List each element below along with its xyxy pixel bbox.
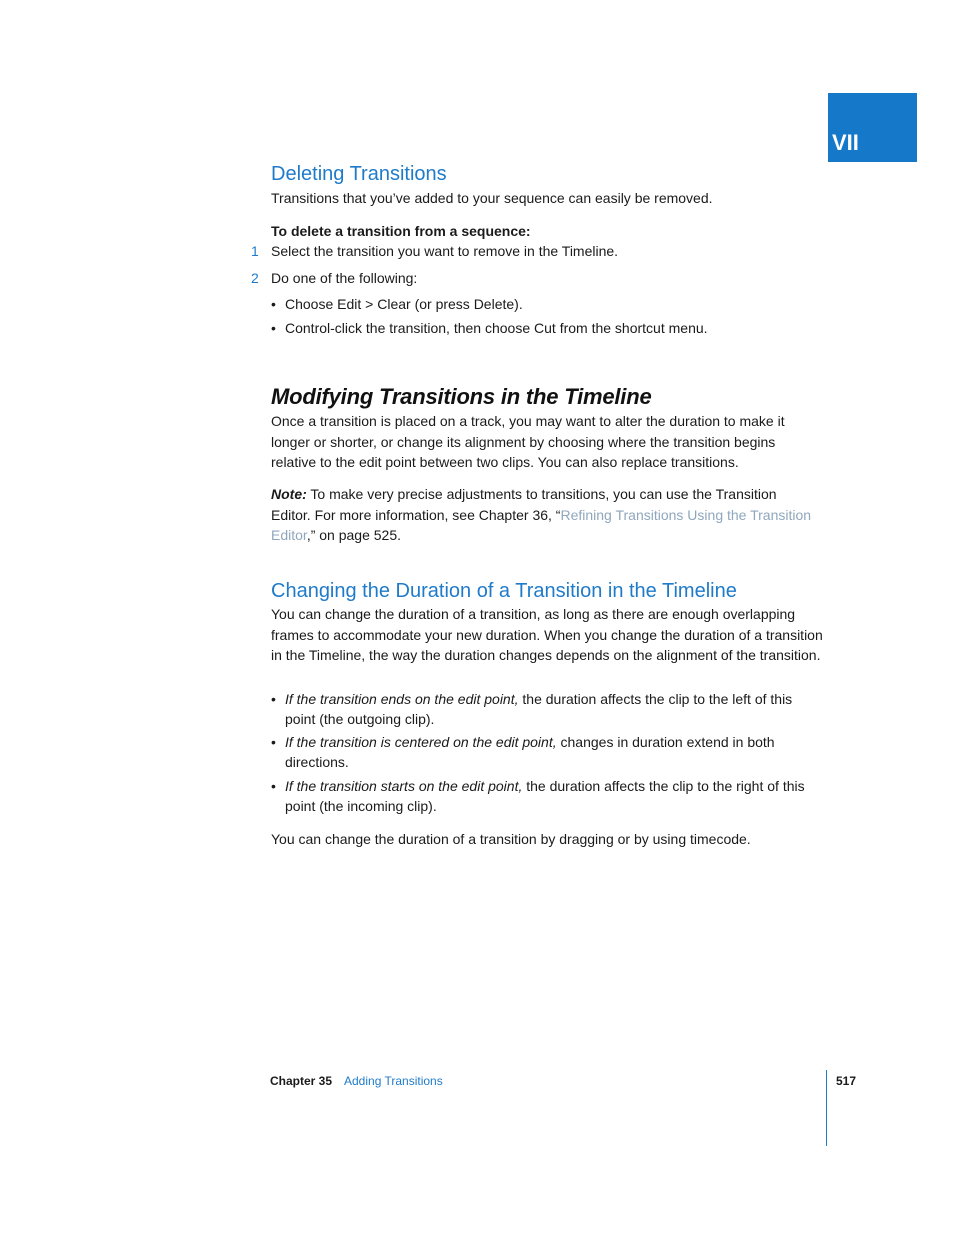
part-tab-label: VII — [832, 130, 859, 155]
list-item-italic: If the transition starts on the edit point, — [285, 778, 523, 794]
changing-paragraph: You can change the duration of a transition, as long as there are enough overlapping frames to accommodate your new duration. When you change the duration of a transition in the Timeline, the way the duration changes depends on the alignment of the transition. — [271, 606, 823, 663]
bullet-icon: • — [271, 691, 276, 707]
list-item-text — [285, 689, 825, 729]
heading-changing-duration: Changing the Duration of a Transition in the Timeline — [271, 580, 737, 602]
list-item-italic: If the transition is centered on the edit point, — [285, 734, 557, 750]
note-paragraph — [271, 484, 819, 546]
list-item-rest: changes in duration extend in both directions. — [285, 734, 775, 770]
list-item-text — [285, 732, 825, 772]
bullet-icon: • — [271, 320, 276, 336]
list-item-rest: the duration affects the clip to the left of this point (the outgoing clip). — [285, 691, 793, 727]
page-number: 517 — [836, 1074, 857, 1088]
bullet-icon: • — [271, 734, 276, 750]
footer-chapter-label: Chapter 35 — [270, 1074, 333, 1088]
footer-chapter-title[interactable]: Adding Transitions — [344, 1074, 443, 1088]
task-label: To delete a transition from a sequence: — [271, 223, 531, 239]
note-text-end: ,” on page 525. — [306, 527, 401, 543]
step-text: Select the transition you want to remove in the Timeline. — [271, 243, 619, 259]
heading-modifying-transitions: Modifying Transitions in the Timeline — [271, 384, 652, 409]
bullet-icon: • — [271, 778, 276, 794]
cross-reference-link[interactable]: Refining Transitions Using the Transition Editor — [271, 506, 812, 543]
changing-closing: You can change the duration of a transition by dragging or by using timecode. — [271, 831, 751, 847]
list-item-text — [285, 776, 825, 816]
list-item-text: Control-click the transition, then choose Cut from the shortcut menu. — [285, 320, 708, 336]
list-item-italic: If the transition ends on the edit point, — [285, 691, 519, 707]
step-text: Do one of the following: — [271, 270, 418, 286]
list-item-rest: the duration affects the clip to the right of this point (the incoming clip). — [285, 778, 805, 814]
part-tab — [828, 93, 917, 162]
bullet-icon: • — [271, 296, 276, 312]
step-number: 2 — [251, 270, 259, 286]
note-label: Note: — [271, 486, 307, 502]
step-number: 1 — [251, 243, 259, 259]
modifying-paragraph: Once a transition is placed on a track, you may want to alter the duration to make it longer or shorter, or change its alignment by choosing where the transition begins relative to the edit point between two clips. You can also replace transitions. — [271, 413, 785, 470]
footer-divider — [826, 1070, 827, 1146]
list-item-text: Choose Edit > Clear (or press Delete). — [285, 296, 523, 312]
note-text: To make very precise adjustments to transitions, you can use the Transition Editor. For more information, see Chapter 36, “ — [271, 486, 777, 523]
deleting-intro: Transitions that you’ve added to your sequence can easily be removed. — [271, 190, 713, 206]
heading-deleting-transitions: Deleting Transitions — [271, 163, 447, 185]
